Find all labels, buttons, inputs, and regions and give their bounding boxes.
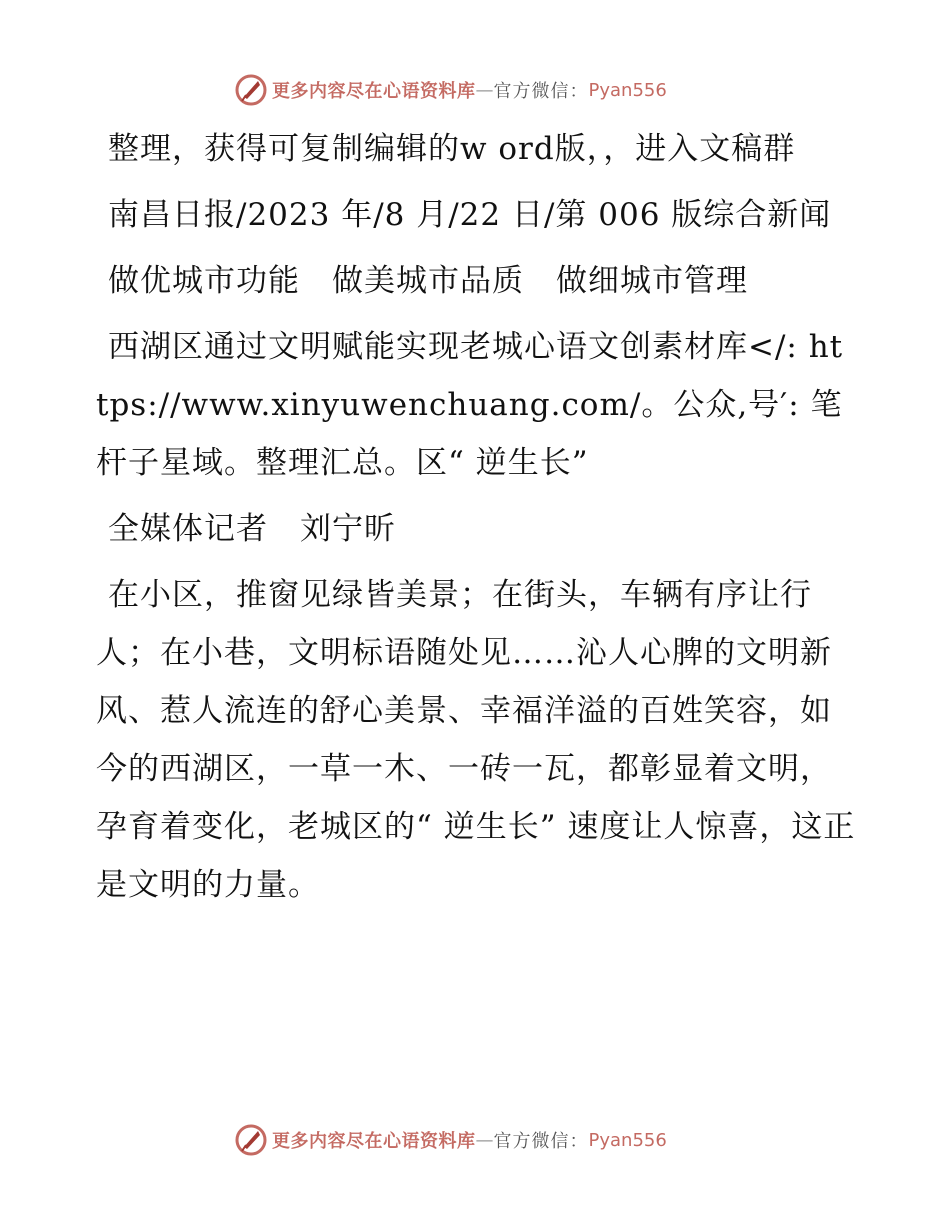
watermark-text: 更多内容尽在心语资料库 <box>272 1131 476 1152</box>
watermark-wechat-id: Pyan556 <box>588 1129 667 1151</box>
footer-watermark <box>234 1122 667 1158</box>
intro-paragraph: 整理，获得可复制编辑的w ord版，，进入文稿群 <box>108 131 796 167</box>
watermark-dash: — <box>475 79 494 101</box>
document-body <box>96 120 856 922</box>
quill-logo-icon <box>234 1123 268 1157</box>
watermark-label: 官方微信： <box>493 81 589 102</box>
quill-logo-icon <box>234 73 268 107</box>
source-line: 南昌日报/2023 年/8 月/22 日/第 006 版综合新闻 <box>108 197 832 233</box>
headline-kicker: 做优城市功能 做美城市品质 做细城市管理 <box>108 263 748 299</box>
byline: 全媒体记者 刘宁昕 <box>108 511 396 547</box>
watermark-wechat-id: Pyan556 <box>588 79 667 101</box>
watermark-dash: — <box>475 1129 494 1151</box>
headline: 西湖区通过文明赋能实现老城心语文创素材库</: https://www.xinyuwenchuang.com/。公众,号′: 笔杆子星域。整理汇总。区“ 逆生长” <box>96 329 844 481</box>
body-paragraph: 在小区，推窗见绿皆美景；在街头，车辆有序让行人；在小巷，文明标语随处见……沁人心脾的文明新风、惹人流连的舒心美景、幸福洋溢的百姓笑容，如今的西湖区，一草一木、一砖一瓦，都彰显着文明，孕育着变化，老城区的“ 逆生长” 速度让人惊喜，这正是文明的力量。 <box>96 577 856 903</box>
header-watermark <box>234 72 667 108</box>
watermark-label: 官方微信： <box>493 1131 589 1152</box>
watermark-text: 更多内容尽在心语资料库 <box>272 81 476 102</box>
